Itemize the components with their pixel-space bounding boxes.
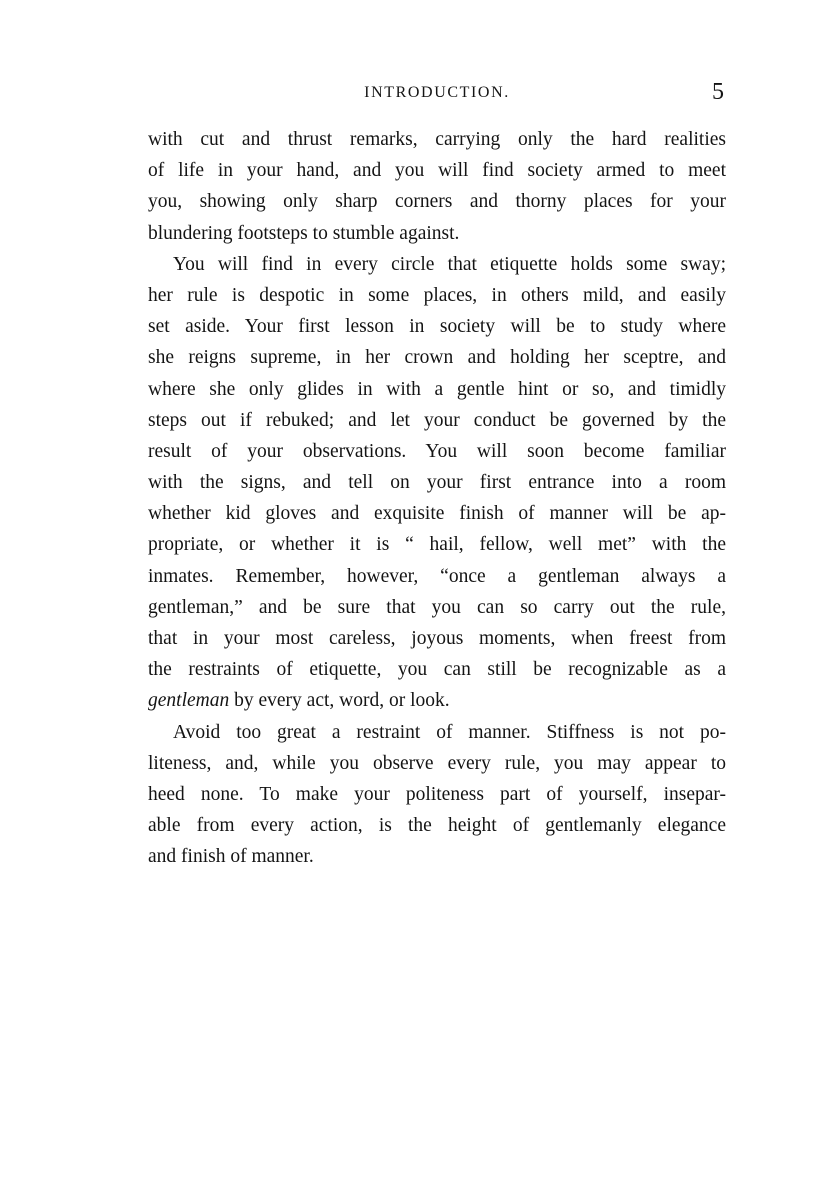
text-line: inmates. Remember, however, “once a gentleman always a: [148, 565, 726, 587]
text-line: that in your most careless, joyous moments, when freest from: [148, 628, 726, 649]
text-line: with cut and thrust remarks, carrying only the hard realities: [148, 129, 726, 150]
page-number: 5: [712, 79, 724, 105]
text-line: propriate, or whether it is “ hail, fellow, well met” with the: [148, 534, 726, 556]
text-line: steps out if rebuked; and let your conduct be governed by the: [148, 409, 726, 431]
text-line: of life in your hand, and you will find society armed to meet: [148, 160, 726, 182]
text-line: whether kid gloves and exquisite finish of manner will be ap-: [148, 503, 726, 525]
text-line: result of your observations. You will soon become familiar: [148, 440, 726, 462]
text-line: set aside. Your first lesson in society will be to study where: [148, 316, 726, 338]
text-line: gentleman,” and be sure that you can so carry out the rule,: [148, 596, 726, 618]
text-line: heed none. To make your politeness part of yourself, insepar-: [148, 783, 726, 805]
text-line: able from every action, is the height of gentlemanly elegance: [148, 815, 726, 837]
text-line: [148, 685, 726, 716]
running-head: [148, 79, 726, 108]
text-line: You will find in every circle that etiquette holds some sway;: [173, 253, 726, 275]
text-line: the restraints of etiquette, you can still be recognizable as a: [148, 659, 726, 681]
text-line: she reigns supreme, in her crown and holding her sceptre, and: [148, 347, 726, 369]
text-line: where she only glides in with a gentle hint or so, and timidly: [148, 378, 726, 400]
text-line: Avoid too great a restraint of manner. Stiffness is not po-: [173, 721, 726, 743]
text-line: blundering footsteps to stumble against.: [148, 222, 460, 244]
text-line: her rule is despotic in some places, in others mild, and easily: [148, 284, 726, 306]
text-line: liteness, and, while you observe every rule, you may appear to: [148, 752, 726, 774]
text-line: and finish of manner.: [148, 846, 314, 868]
text-line: you, showing only sharp corners and thorny places for your: [148, 191, 726, 213]
running-title: INTRODUCTION.: [364, 84, 510, 101]
text-fragment: by every act, word, or look.: [229, 690, 450, 712]
italic-word: gentleman: [148, 690, 230, 712]
body-text: [148, 124, 726, 873]
text-line: with the signs, and tell on your first entrance into a room: [148, 472, 726, 494]
